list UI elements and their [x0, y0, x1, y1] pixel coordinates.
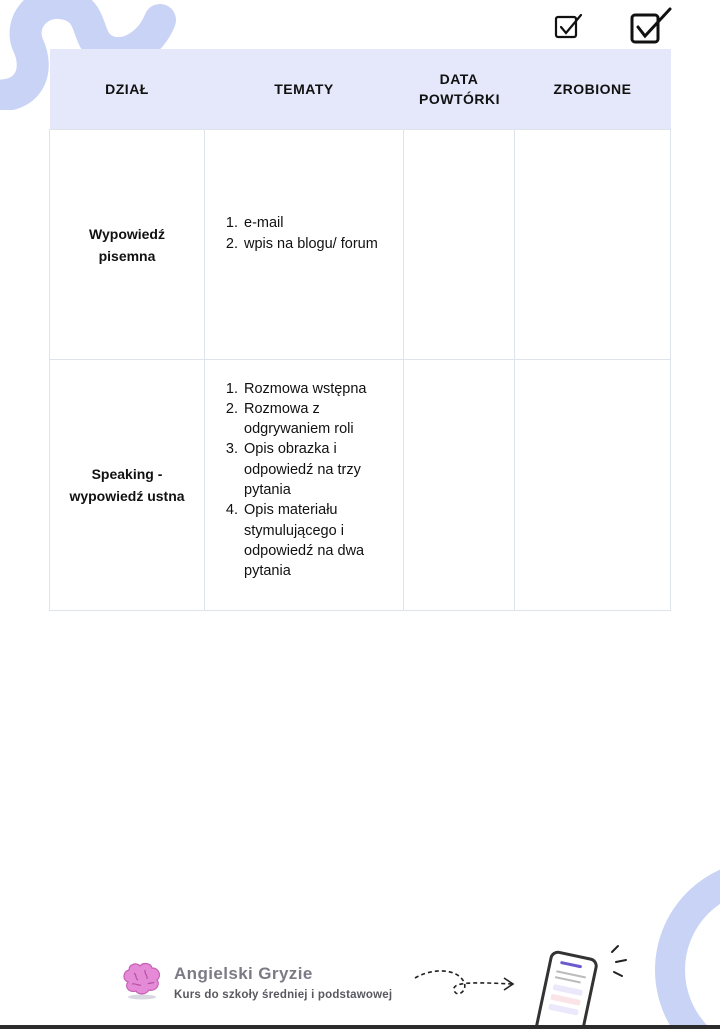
- list-item: 4. Opis materiału stymulującego i odpowiedź na dwa pytania: [242, 500, 372, 581]
- cell-tematy: [205, 360, 404, 611]
- list-item: 3. Opis obrazka i odpowiedź na trzy pytania: [242, 439, 372, 500]
- list-item: 2. wpis na blogu/ forum: [242, 234, 392, 254]
- header-dzial: DZIAŁ: [50, 49, 205, 130]
- cell-data-powtorki[interactable]: [404, 130, 515, 360]
- topics-list: [206, 213, 402, 254]
- brand-name: Angielski Gryzie: [174, 964, 313, 983]
- table-row: [50, 130, 671, 360]
- list-item: 1. e-mail: [242, 213, 392, 233]
- topics-list: [206, 379, 402, 582]
- curly-arrow-icon: [412, 960, 524, 1004]
- header-data-powtorki: [404, 49, 515, 130]
- cell-data-powtorki[interactable]: [404, 360, 515, 611]
- phone-illustration-icon: [522, 944, 634, 1029]
- table-row: [50, 360, 671, 611]
- list-item: 2. Rozmowa z odgrywaniem roli: [242, 399, 372, 440]
- checkbox-check-icon: [628, 6, 674, 46]
- revision-table: [49, 49, 671, 611]
- decor-circle-bottom-right: [650, 855, 720, 1029]
- cell-zrobione[interactable]: [515, 360, 671, 611]
- list-item: 1. Rozmowa wstępna: [242, 379, 372, 399]
- cell-tematy: [205, 130, 404, 360]
- header-zrobione: ZROBIONE: [515, 49, 671, 130]
- brand-tagline: Kurs do szkoły średniej i podstawowej: [174, 989, 393, 1001]
- cell-zrobione[interactable]: [515, 130, 671, 360]
- header-data-powtorki-label: DATA POWTÓRKI: [419, 71, 500, 107]
- cell-dzial-label: Wypowiedź pisemna: [89, 225, 165, 264]
- header-tematy: TEMATY: [205, 49, 404, 130]
- cell-dzial-label: Speaking - wypowiedź ustna: [69, 466, 185, 504]
- checkbox-check-icon: [553, 12, 585, 42]
- brain-logo-icon: [120, 960, 164, 1000]
- cell-dzial: [50, 360, 205, 611]
- cell-dzial: [50, 130, 205, 360]
- bottom-border: [0, 1025, 720, 1029]
- table-header-row: [50, 49, 671, 130]
